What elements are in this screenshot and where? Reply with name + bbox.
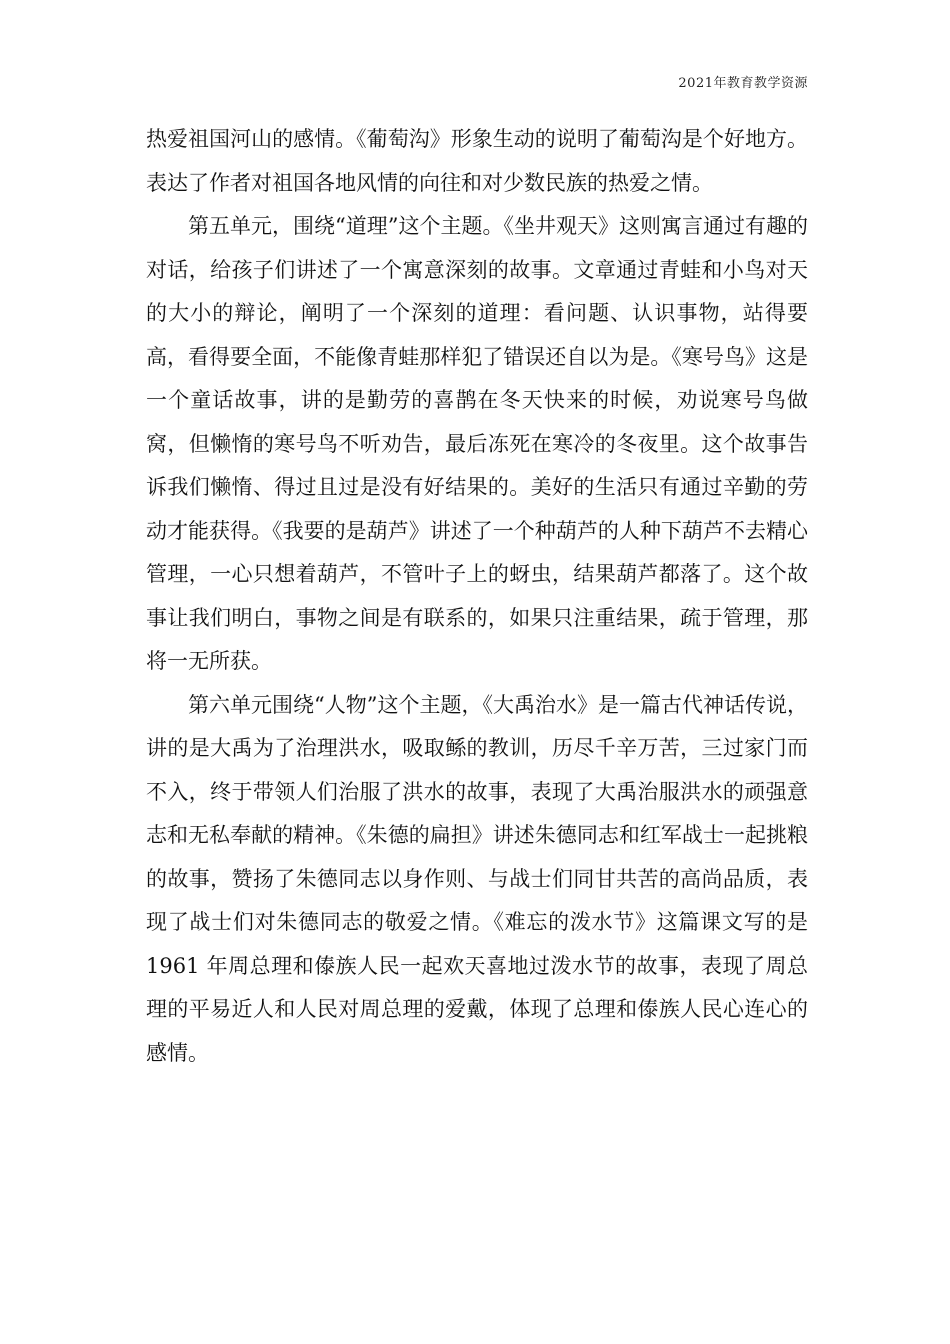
page-header: 2021年教育教学资源 (678, 76, 808, 91)
paragraph-unit-five: 第五单元，围绕“道理”这个主题。《坐井观天》这则寓言通过有趣的对话，给孩子们讲述了一个寓意深刻的故事。文章通过青蛙和小鸟对天的大小的辩论，阐明了一个深刻的道理：看问题、认识事物，站得要高，看得要全面，不能像青蛙那样犯了错误还自以为是。《寒号鸟》这是一个童话故事，讲的是勤劳的喜鹊在冬天快来的时候，劝说寒号鸟做窝，但懒惰的寒号鸟不听劝告，最后冻死在寒冷的冬夜里。这个故事告诉我们懒惰、得过且过是没有好结果的。美好的生活只有通过辛勤的劳动才能获得。《我要的是葫芦》讲述了一个种葫芦的人种下葫芦不去精心管理，一心只想着葫芦，不管叶子上的蚜虫，结果葫芦都落了。这个故事让我们明白，事物之间是有联系的，如果只注重结果，疏于管理，那将一无所获。 (146, 214, 808, 673)
paragraph-continuation: 热爱祖国河山的感情。《葡萄沟》形象生动的说明了葡萄沟是个好地方。表达了作者对祖国各地风情的向往和对少数民族的热爱之情。 (146, 127, 808, 195)
paragraph-unit-six: 第六单元围绕“人物”这个主题，《大禹治水》是一篇古代神话传说，讲的是大禹为了治理洪水，吸取鲧的教训，历尽千辛万苦，三过家门而不入，终于带领人们治服了洪水的故事，表现了大禹治服洪水的顽强意志和无私奉献的精神。《朱德的扁担》讲述朱德同志和红军战士一起挑粮的故事，赞扬了朱德同志以身作则、与战士们同甘共苦的高尚品质，表现了战士们对朱德同志的敬爱之情。《难忘的泼水节》这篇课文写的是 1961 年周总理和傣族人民一起欢天喜地过泼水节的故事，表现了周总理的平易近人和人民对周总理的爱戴，体现了总理和傣族人民心连心的感情。 (146, 692, 808, 1065)
document-body (146, 118, 808, 1075)
